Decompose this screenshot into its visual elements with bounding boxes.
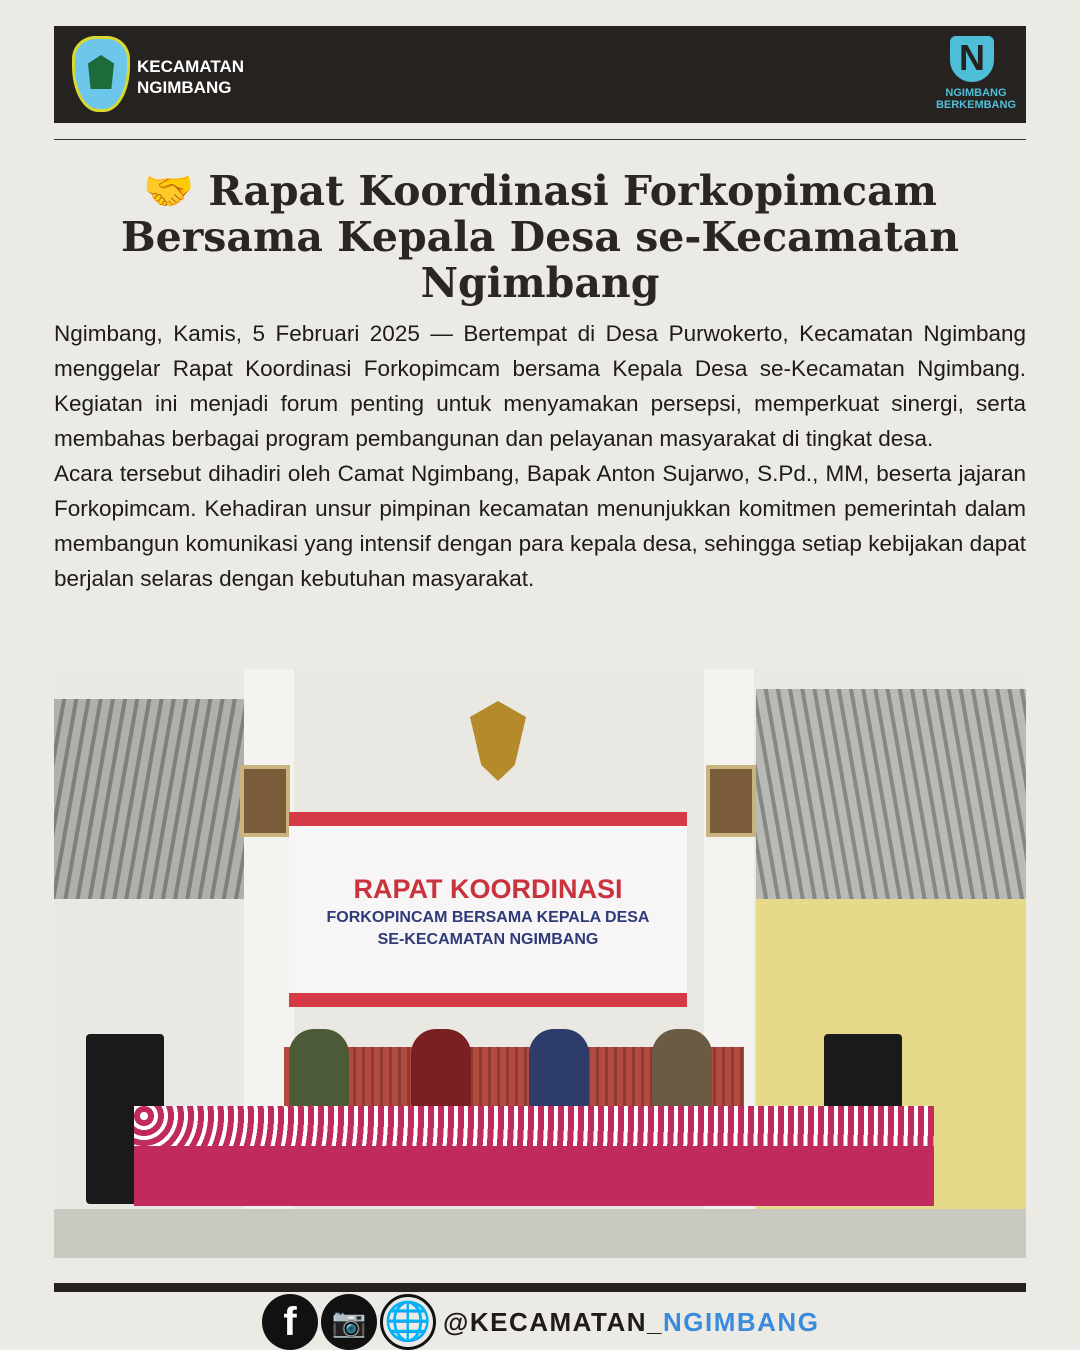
person [411,1029,471,1109]
ngimbang-berkembang-text [936,87,1016,111]
logo-text-1: NGIMBANG [945,87,1007,99]
floor [54,1209,1026,1258]
tablecloth [134,1106,934,1146]
person [289,1029,349,1109]
brand-line-2: NGIMBANG [137,78,232,97]
handle-suffix: NGIMBANG [663,1306,820,1337]
facebook-icon[interactable]: f [262,1294,318,1350]
person [529,1029,589,1109]
title-text: Rapat Koordinasi Forkopimcam Bersama Kepala Desa se-Kecamatan Ngimbang [120,167,960,307]
header-bar [54,26,1026,123]
portrait [240,765,290,837]
social-handle [443,1307,819,1338]
globe-icon[interactable]: 🌐 [380,1294,436,1350]
banner-line-3: SE-KECAMATAN NGIMBANG [377,931,599,948]
banner-line-2: FORKOPINCAM BERSAMA KEPALA DESA [326,909,650,926]
article-title [54,168,1026,306]
banner-line-1: RAPAT KOORDINASI [353,874,623,904]
footer-divider [54,1283,1026,1292]
person [652,1029,712,1109]
brand-line-1: KECAMATAN [137,57,245,76]
event-banner [289,812,687,1007]
handshake-icon: 🤝 [142,167,195,215]
brand-name [137,56,244,98]
roof [54,699,244,899]
handle-prefix: @KECAMATAN_ [443,1306,663,1337]
footer-social [262,1294,819,1350]
garuda-emblem [470,701,526,781]
instagram-icon[interactable]: 📷 [321,1294,377,1350]
ngimbang-berkembang-logo: N [950,36,994,82]
article-body [54,316,1026,596]
kecamatan-emblem-logo [72,36,130,112]
portrait [706,765,756,837]
roof [756,689,1026,899]
event-photo [54,669,1026,1258]
divider [54,139,1026,140]
logo-text-2: BERKEMBANG [935,99,1016,111]
paragraph: Ngimbang, Kamis, 5 Februari 2025 — Bertempat di Desa Purwokerto, Kecamatan Ngimbang menggelar Rapat Koordinasi Forkopimcam bersama Kepala Desa se-Kecamatan Ngimbang. Kegiatan ini menjadi forum penting untuk menyamakan persepsi, memperkuat sinergi, serta membahas berbagai program pembangunan dan pelayanan masyarakat di tingkat desa. [54,321,1026,451]
paragraph: Acara tersebut dihadiri oleh Camat Ngimbang, Bapak Anton Sujarwo, S.Pd., MM, beserta jajaran Forkopimcam. Kehadiran unsur pimpinan kecamatan menunjukkan komitmen pemerintah dalam membangun komunikasi yang intensif dengan para kepala desa, sehingga setiap kebijakan dapat berjalan selaras dengan kebutuhan masyarakat. [54,461,1026,591]
